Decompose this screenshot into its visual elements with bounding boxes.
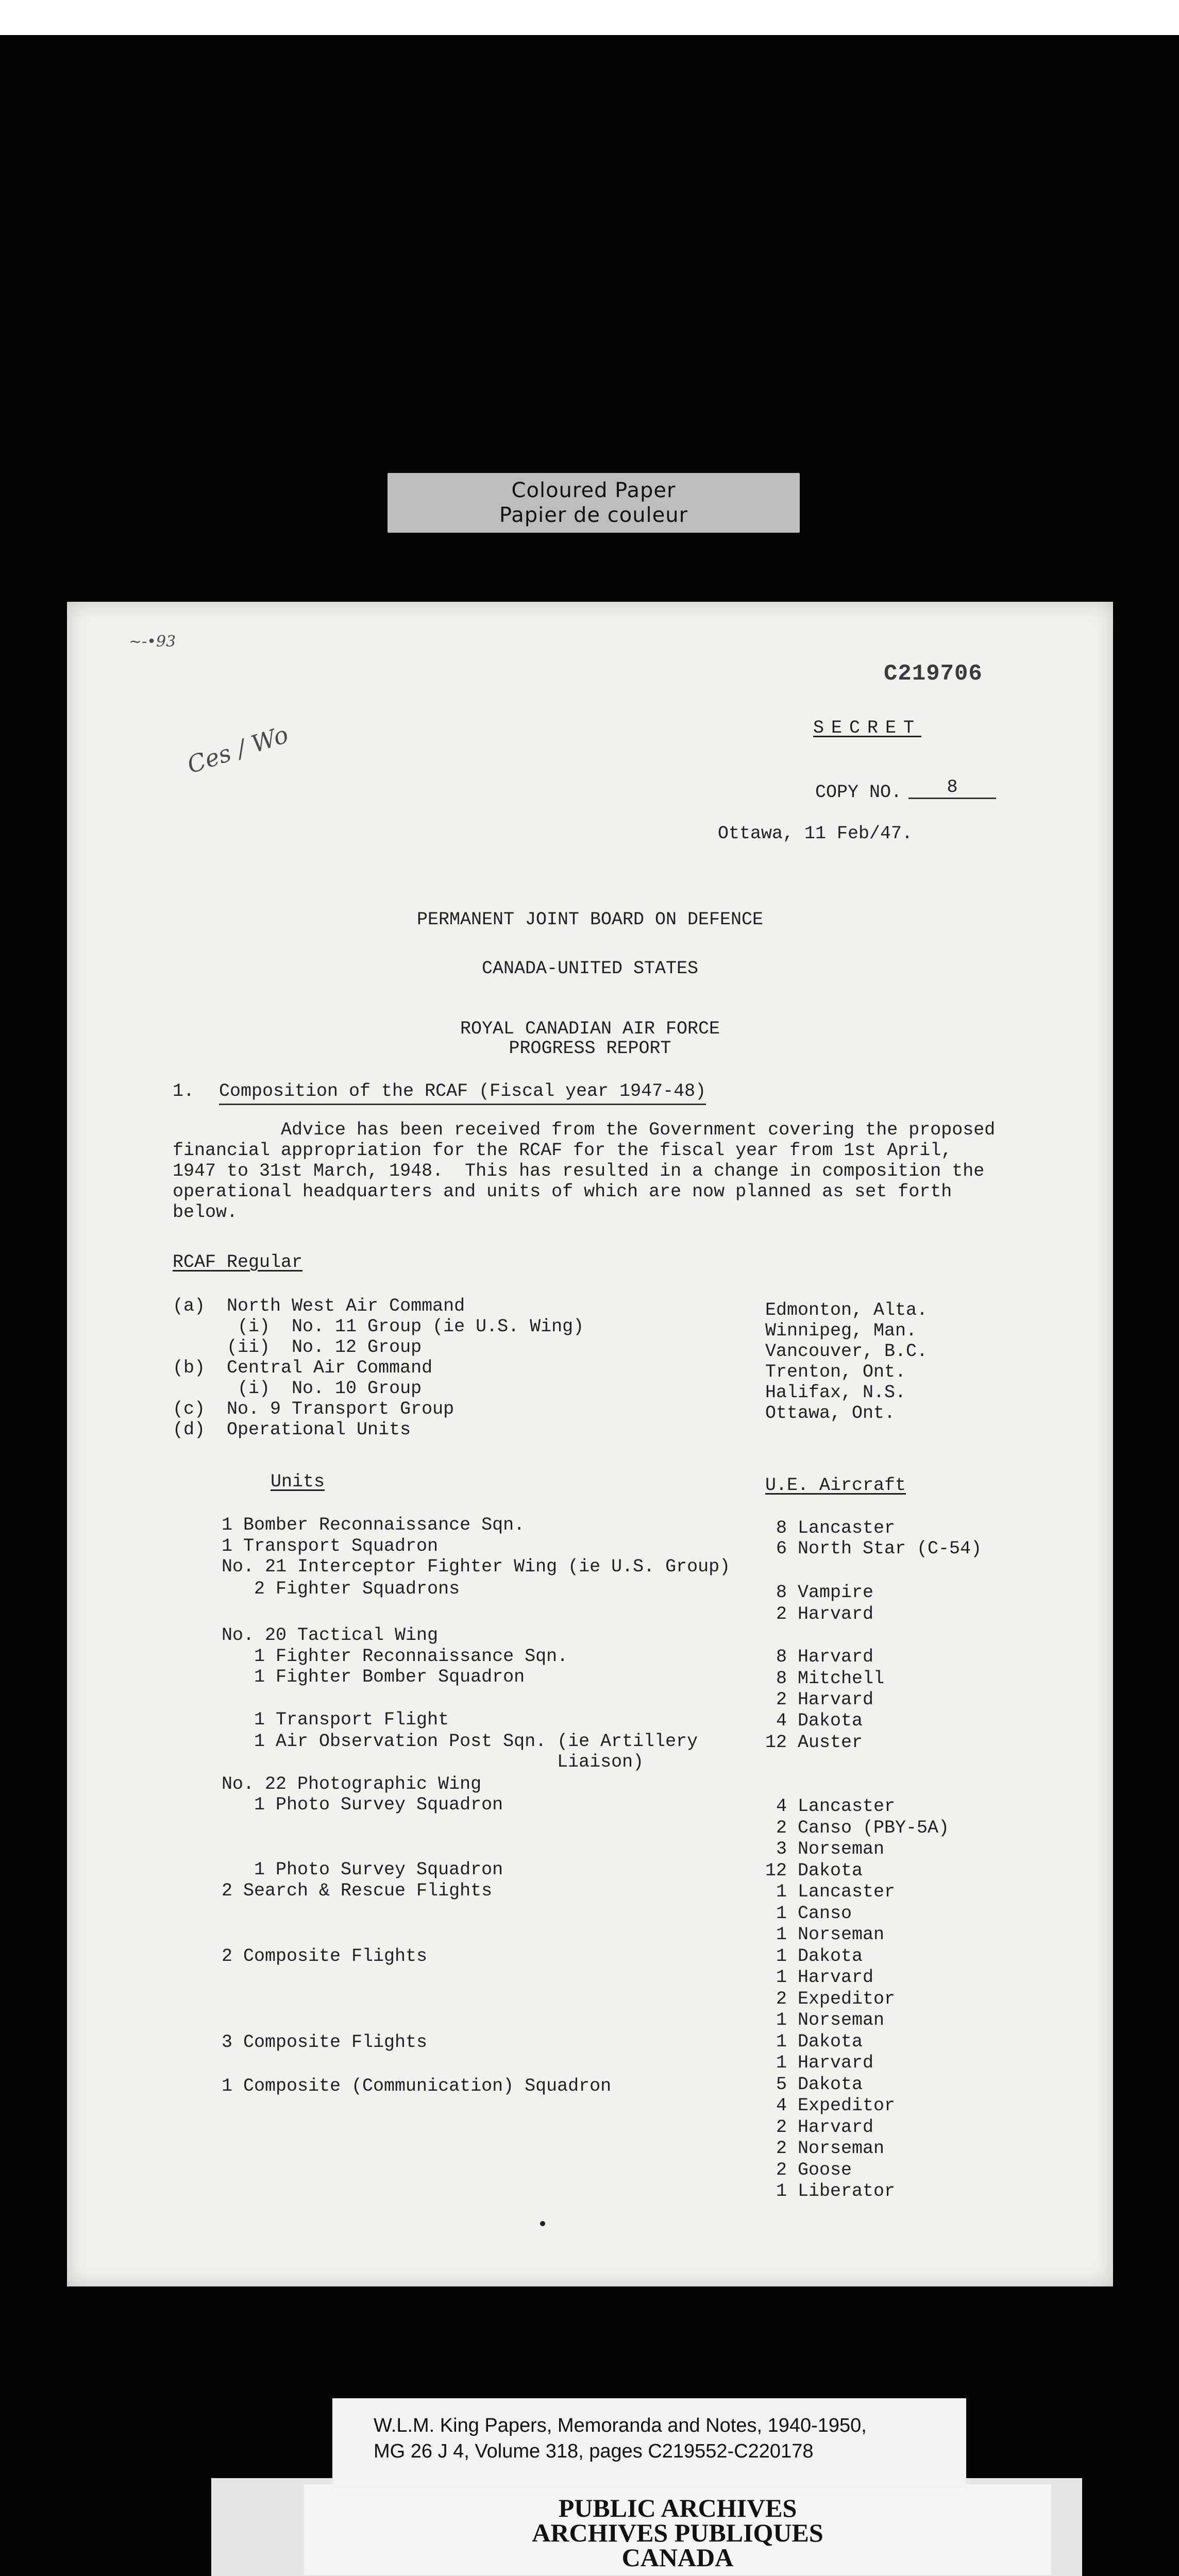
aircraft-line: 2 Norseman: [765, 2138, 885, 2159]
command-line: (b) Central Air Command: [173, 1358, 433, 1378]
command-line: (i) No. 11 Group (ie U.S. Wing): [173, 1316, 584, 1337]
handwritten-initials: Ces / Wo: [183, 720, 292, 779]
command-location: Halifax, N.S.: [765, 1382, 906, 1403]
aircraft-line: 1 Dakota: [765, 1946, 863, 1967]
paragraph-line: below.: [173, 1202, 238, 1223]
aircraft-line: 2 Harvard: [765, 1604, 874, 1624]
aircraft-line: 6 North Star (C-54): [765, 1538, 982, 1559]
command-line: (i) No. 10 Group: [173, 1378, 422, 1399]
aircraft-line: 1 Lancaster: [765, 1882, 896, 1902]
report-subtitle: PROGRESS REPORT: [509, 1038, 671, 1059]
command-line: (d) Operational Units: [173, 1419, 411, 1440]
document-page: [67, 602, 1113, 2286]
paper-label-english: Coloured Paper: [511, 479, 676, 502]
unit-line: No. 22 Photographic Wing: [222, 1774, 482, 1794]
aircraft-line: 1 Norseman: [765, 2010, 885, 2030]
report-title: ROYAL CANADIAN AIR FORCE: [460, 1019, 720, 1039]
unit-line: 1 Composite (Communication) Squadron: [222, 2076, 612, 2096]
aircraft-line: 1 Canso: [765, 1903, 852, 1924]
paper-label-french: Papier de couleur: [499, 503, 688, 527]
unit-line: 1 Bomber Reconnaissance Sqn.: [222, 1515, 525, 1535]
unit-line: 2 Fighter Squadrons: [222, 1579, 460, 1599]
reference-line: W.L.M. King Papers, Memoranda and Notes, 1940-1950,: [374, 2415, 867, 2436]
archives-line-french: ARCHIVES PUBLIQUES: [532, 2518, 823, 2547]
collection-reference-label: [332, 2398, 966, 2488]
regular-heading: RCAF Regular: [173, 1252, 303, 1273]
unit-line: 1 Photo Survey Squadron: [222, 1859, 503, 1880]
command-line: (c) No. 9 Transport Group: [173, 1399, 454, 1419]
document-date: Ottawa, 11 Feb/47.: [718, 823, 913, 844]
command-location: Edmonton, Alta.: [765, 1300, 928, 1320]
unit-line: No. 21 Interceptor Fighter Wing (ie U.S. Group): [222, 1556, 731, 1577]
reference-line: MG 26 J 4, Volume 318, pages C219552-C220178: [374, 2441, 814, 2462]
aircraft-line: 1 Harvard: [765, 2053, 874, 2073]
handwritten-mark-corner: ~-•93: [129, 633, 176, 651]
paragraph-line: 1947 to 31st March, 1948. This has resulted in a change in composition the: [173, 1161, 985, 1181]
unit-line: 1 Fighter Bomber Squadron: [222, 1667, 525, 1687]
aircraft-line: 12 Auster: [765, 1732, 863, 1753]
archives-line-english: PUBLIC ARCHIVES: [558, 2494, 797, 2522]
aircraft-line: 5 Dakota: [765, 2074, 863, 2095]
aircraft-line: 1 Dakota: [765, 2031, 863, 2052]
classification-label: SECRET: [813, 718, 922, 738]
unit-line: Liaison): [222, 1752, 644, 1772]
unit-line: 3 Composite Flights: [222, 2032, 428, 2053]
aircraft-line: 8 Lancaster: [765, 1518, 896, 1538]
aircraft-line: 8 Harvard: [765, 1647, 874, 1667]
aircraft-line: 2 Goose: [765, 2160, 852, 2180]
aircraft-line: 4 Expeditor: [765, 2095, 896, 2116]
section-title: Composition of the RCAF (Fiscal year 1947-48): [219, 1081, 706, 1105]
coloured-paper-label: [388, 473, 800, 533]
board-subtitle: CANADA-UNITED STATES: [481, 958, 699, 979]
unit-line: 2 Composite Flights: [222, 1946, 428, 1967]
paragraph-line: Advice has been received from the Government covering the proposed: [173, 1120, 996, 1140]
archives-line-country: CANADA: [621, 2543, 734, 2572]
unit-line: 1 Transport Flight: [222, 1709, 449, 1730]
aircraft-line: 4 Dakota: [765, 1710, 863, 1731]
copy-number-value: 8: [908, 777, 996, 799]
aircraft-line: 4 Lancaster: [765, 1796, 896, 1817]
archives-label-inner: [304, 2484, 1051, 2575]
aircraft-line: 2 Harvard: [765, 2117, 874, 2138]
paragraph-line: financial appropriation for the RCAF for the fiscal year from 1st April,: [173, 1140, 952, 1161]
command-location: Vancouver, B.C.: [765, 1341, 928, 1362]
command-location: Ottawa, Ont.: [765, 1403, 896, 1423]
unit-line: 2 Search & Rescue Flights: [222, 1880, 493, 1901]
paragraph-line: operational headquarters and units of which are now planned as set forth: [173, 1181, 952, 1202]
aircraft-line: 3 Norseman: [765, 1839, 885, 1859]
aircraft-line: 12 Dakota: [765, 1860, 863, 1881]
aircraft-line: 1 Liberator: [765, 2181, 896, 2201]
aircraft-line: 8 Mitchell: [765, 1668, 885, 1689]
aircraft-line: 1 Harvard: [765, 1967, 874, 1988]
aircraft-heading: U.E. Aircraft: [765, 1475, 906, 1496]
archives-label-plate: [211, 2478, 1082, 2576]
copy-number-label: COPY NO.: [815, 782, 902, 803]
aircraft-line: 8 Vampire: [765, 1582, 874, 1603]
aircraft-line: 2 Harvard: [765, 1689, 874, 1710]
command-line: (a) North West Air Command: [173, 1296, 465, 1316]
page-dot: [540, 2221, 545, 2226]
aircraft-line: 1 Norseman: [765, 1924, 885, 1945]
board-title: PERMANENT JOINT BOARD ON DEFENCE: [416, 909, 764, 930]
aircraft-line: 2 Canso (PBY-5A): [765, 1818, 950, 1838]
aircraft-line: 2 Expeditor: [765, 1989, 896, 2009]
unit-line: 1 Photo Survey Squadron: [222, 1794, 503, 1815]
unit-line: No. 20 Tactical Wing: [222, 1625, 439, 1646]
command-location: Trenton, Ont.: [765, 1362, 906, 1382]
units-heading: Units: [271, 1471, 325, 1492]
command-line: (ii) No. 12 Group: [173, 1337, 422, 1358]
unit-line: 1 Air Observation Post Sqn. (ie Artillery: [222, 1731, 698, 1752]
document-stamp-number: C219706: [884, 661, 983, 687]
unit-line: 1 Fighter Reconnaissance Sqn.: [222, 1646, 568, 1667]
command-location: Winnipeg, Man.: [765, 1320, 917, 1341]
section-number: 1.: [173, 1081, 195, 1101]
unit-line: 1 Transport Squadron: [222, 1536, 439, 1556]
